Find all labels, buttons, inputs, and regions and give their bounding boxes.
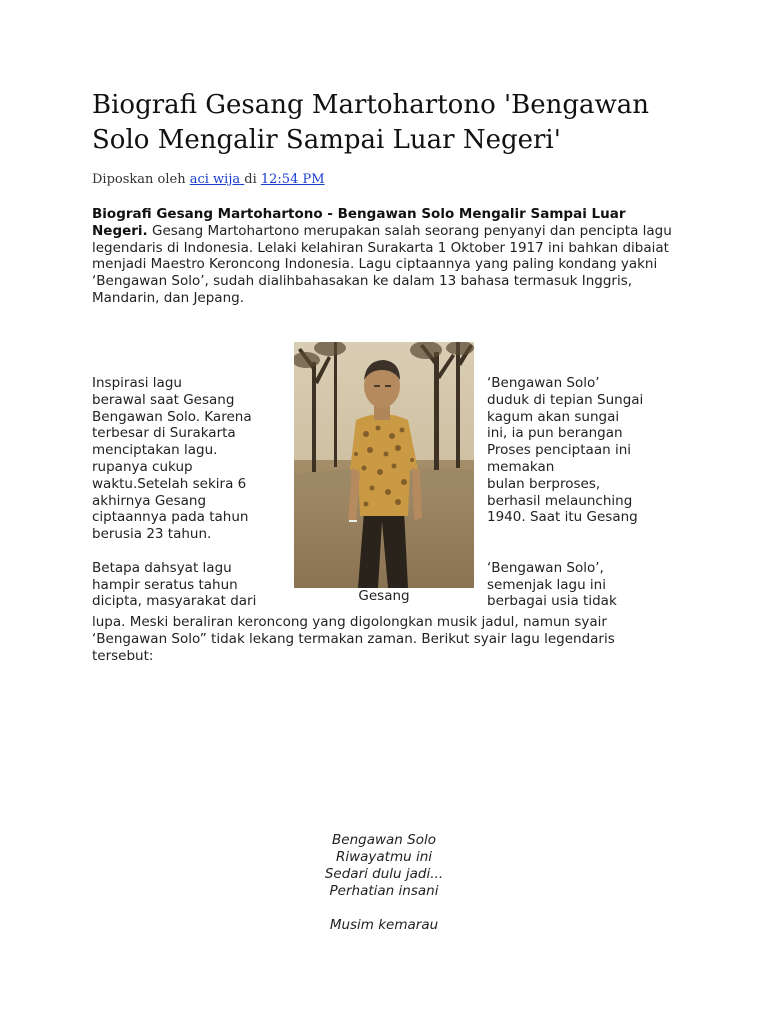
left-text-column — [92, 375, 256, 610]
left-column-line: Bengawan Solo. Karena — [92, 408, 252, 425]
left-column-line: terbesar di Surakarta — [92, 425, 236, 442]
left-column-line: dicipta, masyarakat dari — [92, 593, 257, 610]
intro-paragraph — [92, 206, 672, 307]
right-column-line — [487, 526, 643, 543]
right-column-line: memakan — [487, 458, 555, 475]
right-column-line: duduk di tepian Sungai — [487, 391, 644, 408]
right-column-line: berbagai usia tidak — [487, 593, 617, 610]
right-column-line: kagum akan sungai — [487, 408, 620, 425]
left-column-line: Betapa dahsyat lagu — [92, 559, 232, 576]
right-column-line: bulan berproses, — [487, 475, 601, 492]
at-label: di — [244, 172, 261, 187]
left-column-line: ciptaannya pada tahun — [92, 509, 249, 526]
continuation-paragraph: lupa. Meski beraliran keroncong yang digolongkan musik jadul, namun syair ‘Bengawan Solo” tidak lekang termakan zaman. Berikut syair lagu legendaris tersebut: — [92, 614, 615, 664]
lyric-line — [234, 900, 534, 917]
lyric-line: Perhatian insani — [329, 883, 439, 899]
right-column-line: ‘Bengawan Solo’ — [487, 375, 600, 391]
left-column-line: akhirnya Gesang — [92, 492, 207, 509]
article-title: Biografi Gesang Martohartono 'Bengawan Solo Mengalir Sampai Luar Negeri' — [92, 90, 650, 155]
right-text-column — [487, 375, 643, 610]
post-meta — [92, 172, 325, 187]
right-column-line: 1940. Saat itu Gesang — [487, 509, 638, 526]
left-column-line: rupanya cukup — [92, 458, 193, 475]
left-column-line — [92, 543, 256, 560]
right-column-line: semenjak lagu ini — [487, 576, 606, 593]
left-column-line: berusia 23 tahun. — [92, 526, 212, 543]
left-column-line: berawal saat Gesang — [92, 391, 235, 408]
gesang-photo — [294, 342, 474, 588]
lyric-line: Riwayatmu ini — [335, 849, 433, 865]
lyric-line: Sedari dulu jadi... — [324, 866, 444, 882]
right-column-line: Proses penciptaan ini — [487, 442, 631, 459]
left-column-line: menciptakan lagu. — [92, 442, 218, 459]
author-link[interactable]: aci wija — [189, 172, 245, 187]
photo-caption: Gesang — [358, 588, 410, 604]
right-column-line — [487, 543, 643, 560]
posted-by-label: Diposkan oleh — [92, 172, 190, 187]
right-column-line: ini, ia pun berangan — [487, 425, 623, 442]
intro-lead: Biografi Gesang Martohartono - Bengawan Solo Mengalir Sampai Luar Negeri. — [92, 206, 626, 239]
left-column-line: waktu.Setelah sekira 6 — [92, 475, 247, 492]
lyric-line: Bengawan Solo — [332, 832, 436, 848]
left-column-line: Inspirasi lagu — [92, 375, 182, 391]
right-column-line: berhasil melaunching — [487, 492, 633, 509]
right-column-line: ‘Bengawan Solo’, — [487, 559, 604, 576]
left-column-line: hampir seratus tahun — [92, 576, 238, 593]
intro-text: Gesang Martohartono merupakan salah seorang penyanyi dan pencipta lagu legendaris di Indonesia. Lelaki kelahiran Surakarta 1 Oktober 1917 ini bahkan dibaiat menjadi Maestro Keroncong Indonesia. Lagu ciptaannya yang paling kondang yakni ‘Bengawan Solo’, sudah dialihbahasakan ke dalam 13 bahasa termasuk Inggris, Mandarin, dan Jepang. — [92, 222, 672, 306]
lyric-line: Musim kemarau — [329, 917, 439, 933]
song-lyrics — [234, 832, 534, 934]
time-link[interactable]: 12:54 PM — [260, 172, 325, 187]
